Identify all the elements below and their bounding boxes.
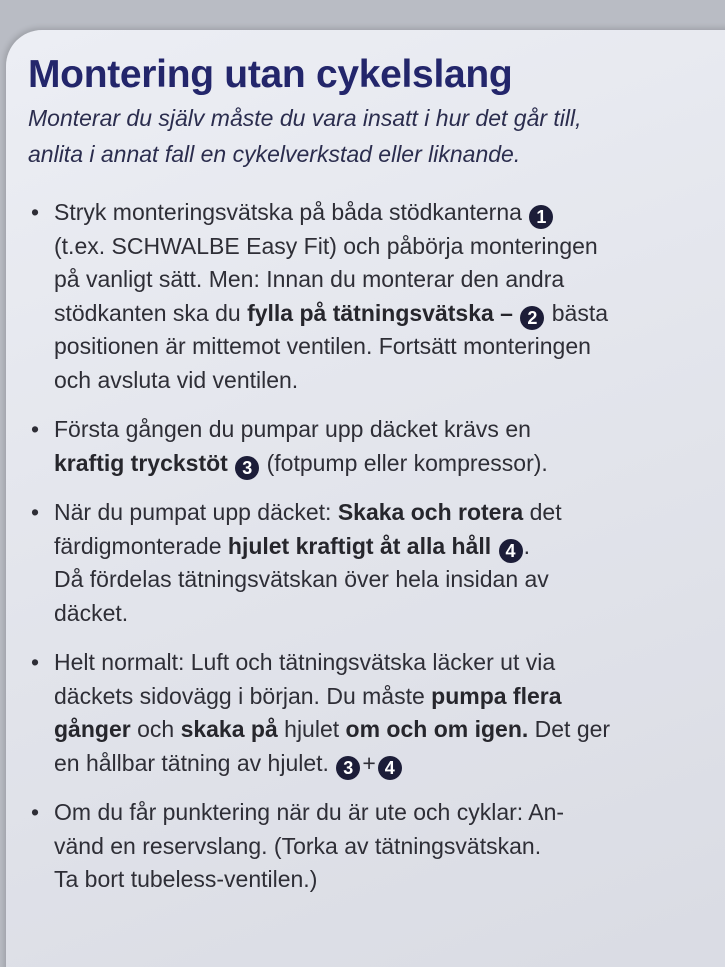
step-text: Helt normalt: Luft och tätningsvätska läcker ut via <box>54 649 556 675</box>
step-text: stödkanten ska du <box>54 299 248 326</box>
intro-text: Monterar du själv måste du vara insatt i hur det går till, anlita i annat fall en cykelverkstad eller liknande. <box>28 105 582 167</box>
emphasis-text: om och om igen. <box>345 716 529 742</box>
step-text: och <box>130 716 181 742</box>
step-text: (t.ex. SCHWALBE Easy Fit) och påbörja monteringen <box>54 232 598 259</box>
list-item-step-5 <box>28 796 725 897</box>
number-badge-4: 4 <box>499 539 523 563</box>
step-text: När du pumpat upp däcket: <box>54 499 338 525</box>
step-text: däcket. <box>54 599 129 626</box>
instruction-content <box>28 52 725 913</box>
step-text: Då fördelas tätningsvätskan över hela insidan av <box>54 566 549 592</box>
step-text: på vanligt sätt. Men: Innan du monterar den andra <box>54 266 565 292</box>
step-text: (fotpump eller kompressor). <box>260 449 548 476</box>
emphasis-text: skaka på <box>180 716 278 742</box>
number-badge-1: 1 <box>529 205 553 229</box>
list-item-step-1 <box>28 196 725 397</box>
page-title: Montering utan cykelslang <box>28 53 513 96</box>
step-text: positionen är mittemot ventilen. Fortsätt monteringen <box>54 333 591 359</box>
step-text: . <box>523 532 530 559</box>
steps-list <box>28 196 725 897</box>
plus-sign: + <box>362 749 376 776</box>
list-item-step-2 <box>28 413 725 480</box>
number-badge-2: 2 <box>520 306 544 330</box>
emphasis-text: kraftig tryckstöt <box>54 449 228 476</box>
step-text: en hållbar tätning av hjulet. <box>54 749 329 776</box>
emphasis-text: gånger <box>54 716 131 742</box>
number-badge-3: 3 <box>235 456 259 480</box>
number-badge-4: 4 <box>378 756 402 780</box>
step-text: däckets sidovägg i början. Du måste <box>54 682 432 709</box>
bullet: • <box>31 416 40 442</box>
bullet: • <box>31 199 40 225</box>
emphasis-text: pumpa flera <box>431 682 562 709</box>
step-text: Ta bort tubeless-ventilen.) <box>54 866 318 892</box>
number-badge-3: 3 <box>336 756 360 780</box>
step-text: Stryk monteringsvätska på båda stödkanterna <box>54 199 522 225</box>
bullet: • <box>31 499 40 525</box>
step-text: hjulet <box>277 716 346 742</box>
bullet: • <box>31 649 40 675</box>
step-text: Om du får punktering när du är ute och cyklar: An- <box>54 799 565 825</box>
step-text: Första gången du pumpar upp däcket krävs en <box>54 416 531 442</box>
bullet: • <box>31 799 40 825</box>
step-text: Det ger <box>528 716 611 742</box>
step-text: färdigmonterade <box>54 532 228 559</box>
list-item-step-3 <box>28 496 725 630</box>
emphasis-text: hjulet kraftigt åt alla håll <box>227 532 492 559</box>
emphasis-text: fylla på tätningsvätska – <box>247 299 513 326</box>
list-item-step-4 <box>28 646 725 780</box>
step-text: det <box>523 499 562 525</box>
step-text: vänd en reservslang. (Torka av tätningsvätskan. <box>54 832 542 859</box>
step-text: och avsluta vid ventilen. <box>54 366 299 393</box>
emphasis-text: Skaka och rotera <box>337 499 524 525</box>
step-text: bästa <box>545 299 609 326</box>
